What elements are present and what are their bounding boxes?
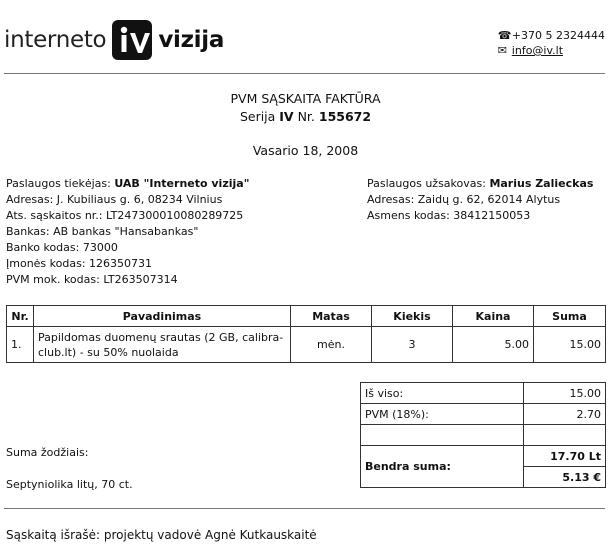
supplier-address: Adresas: J. Kubiliaus g. 6, 08234 Vilnius [6,193,223,206]
phone-icon: ☎ [497,29,512,42]
items-header-row [7,306,606,327]
grand-total-label: Bendra suma: [361,446,524,488]
supplier-vat-code: PVM mok. kodas: LT263507314 [6,273,178,286]
issued-by: Sąskaitą išrašė: projektų vadovė Agnė Kutkauskaitė [6,528,317,542]
subtotal-label: Iš viso: [361,383,524,404]
grand-total-eur: 5.13 € [524,467,606,488]
contact-phone: +370 5 2324444 [511,29,605,42]
invoice-date: Vasario 18, 2008 [252,143,359,158]
contact-phone-row [498,28,605,43]
supplier-block [6,176,249,288]
number-prefix: Nr. [293,109,319,124]
row-unit: mėn. [291,327,372,363]
customer-address: Adresas: Zaidų g. 62, 62014 Alytus [367,193,561,206]
customer-block [367,176,593,224]
subtotal-value: 15.00 [524,383,606,404]
envelope-icon: ✉ [497,44,508,57]
logo-word-interneto: interneto [4,27,107,53]
supplier-name-line [6,176,249,192]
row-price: 5.00 [453,327,534,363]
vat-label: PVM (18%): [361,404,524,425]
series-code: IV [279,109,294,124]
row-name: Papildomas duomenų srautas (2 GB, calibra-club.lt) - su 50% nuolaida [34,327,291,363]
col-sum: Suma [534,306,606,327]
empty-cell [524,425,606,446]
supplier-label: Paslaugos tiekėjas: [6,177,115,190]
supplier-company-code: Įmonės kodas: 126350731 [6,257,153,270]
col-price: Kaina [453,306,534,327]
series-prefix: Serija [239,109,280,124]
row-nr: 1. [7,327,34,363]
items-table [6,305,606,363]
logo-word-vizija: vizija [158,27,225,53]
supplier-name: UAB "Interneto vizija" [114,177,250,190]
customer-name-line [367,176,593,192]
header-divider [4,73,605,74]
empty-row [361,425,606,446]
supplier-account: Ats. sąskaitos nr.: LT247300010080289725 [6,209,244,222]
contact-block [498,28,605,58]
grand-total-row [361,446,606,467]
customer-name: Marius Zalieckas [489,177,594,190]
customer-personal-code: Asmens kodas: 38412150053 [367,209,531,222]
words-label: Suma žodžiais: [6,446,89,459]
row-qty: 3 [372,327,453,363]
contact-email-row [498,43,605,58]
subtotal-row [361,383,606,404]
invoice-title: PVM SĄSKAITA FAKTŪRA [230,91,381,106]
vat-value: 2.70 [524,404,606,425]
invoice-series [0,108,611,126]
contact-email-link[interactable]: info@iv.lt [511,44,564,57]
footer-divider [4,508,605,509]
supplier-bank-code: Banko kodas: 73000 [6,241,118,254]
company-logo [4,18,224,62]
grand-total-ltl: 17.70 Lt [524,446,606,467]
words-value: Septyniolika litų, 70 ct. [6,478,133,491]
supplier-bank: Bankas: AB bankas "Hansabankas" [6,225,199,238]
totals-table [360,382,606,488]
invoice-number: 155672 [318,109,372,124]
empty-cell [361,425,524,446]
col-nr: Nr. [7,306,34,327]
row-sum: 15.00 [534,327,606,363]
col-qty: Kiekis [372,306,453,327]
col-unit: Matas [291,306,372,327]
table-row [7,327,606,363]
logo-badge-icon [112,20,152,60]
vat-row [361,404,606,425]
col-name: Pavadinimas [34,306,291,327]
customer-label: Paslaugos užsakovas: [367,177,490,190]
